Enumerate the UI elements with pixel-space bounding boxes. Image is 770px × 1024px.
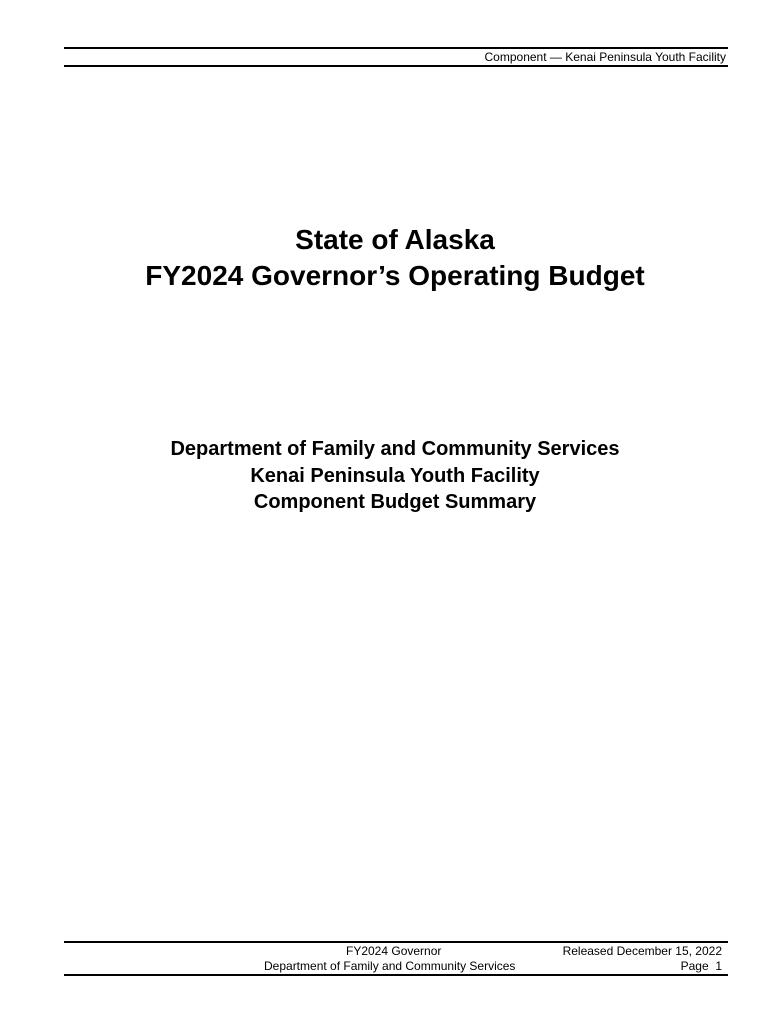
header-running-title: Component — Kenai Peninsula Youth Facility: [484, 50, 726, 64]
footer-budget-label: FY2024 Governor: [346, 944, 442, 958]
document-title: [0, 222, 770, 294]
header-bottom-rule: [64, 65, 728, 67]
subtitle-department: Department of Family and Community Services: [170, 438, 620, 460]
footer-department: Department of Family and Community Services: [264, 959, 516, 973]
document-subtitle: [0, 436, 770, 516]
footer-top-rule: [64, 941, 728, 943]
footer-page-number: Page 1: [680, 959, 722, 973]
footer-bottom-rule: [64, 974, 728, 976]
title-line-budget: FY2024 Governor’s Operating Budget: [145, 260, 645, 291]
subtitle-component: Kenai Peninsula Youth Facility: [250, 464, 540, 487]
header-top-rule: [64, 47, 728, 49]
title-line-state: State of Alaska: [295, 224, 495, 255]
footer-release-date: Released December 15, 2022: [562, 944, 722, 958]
subtitle-document-type: Component Budget Summary: [253, 491, 537, 513]
